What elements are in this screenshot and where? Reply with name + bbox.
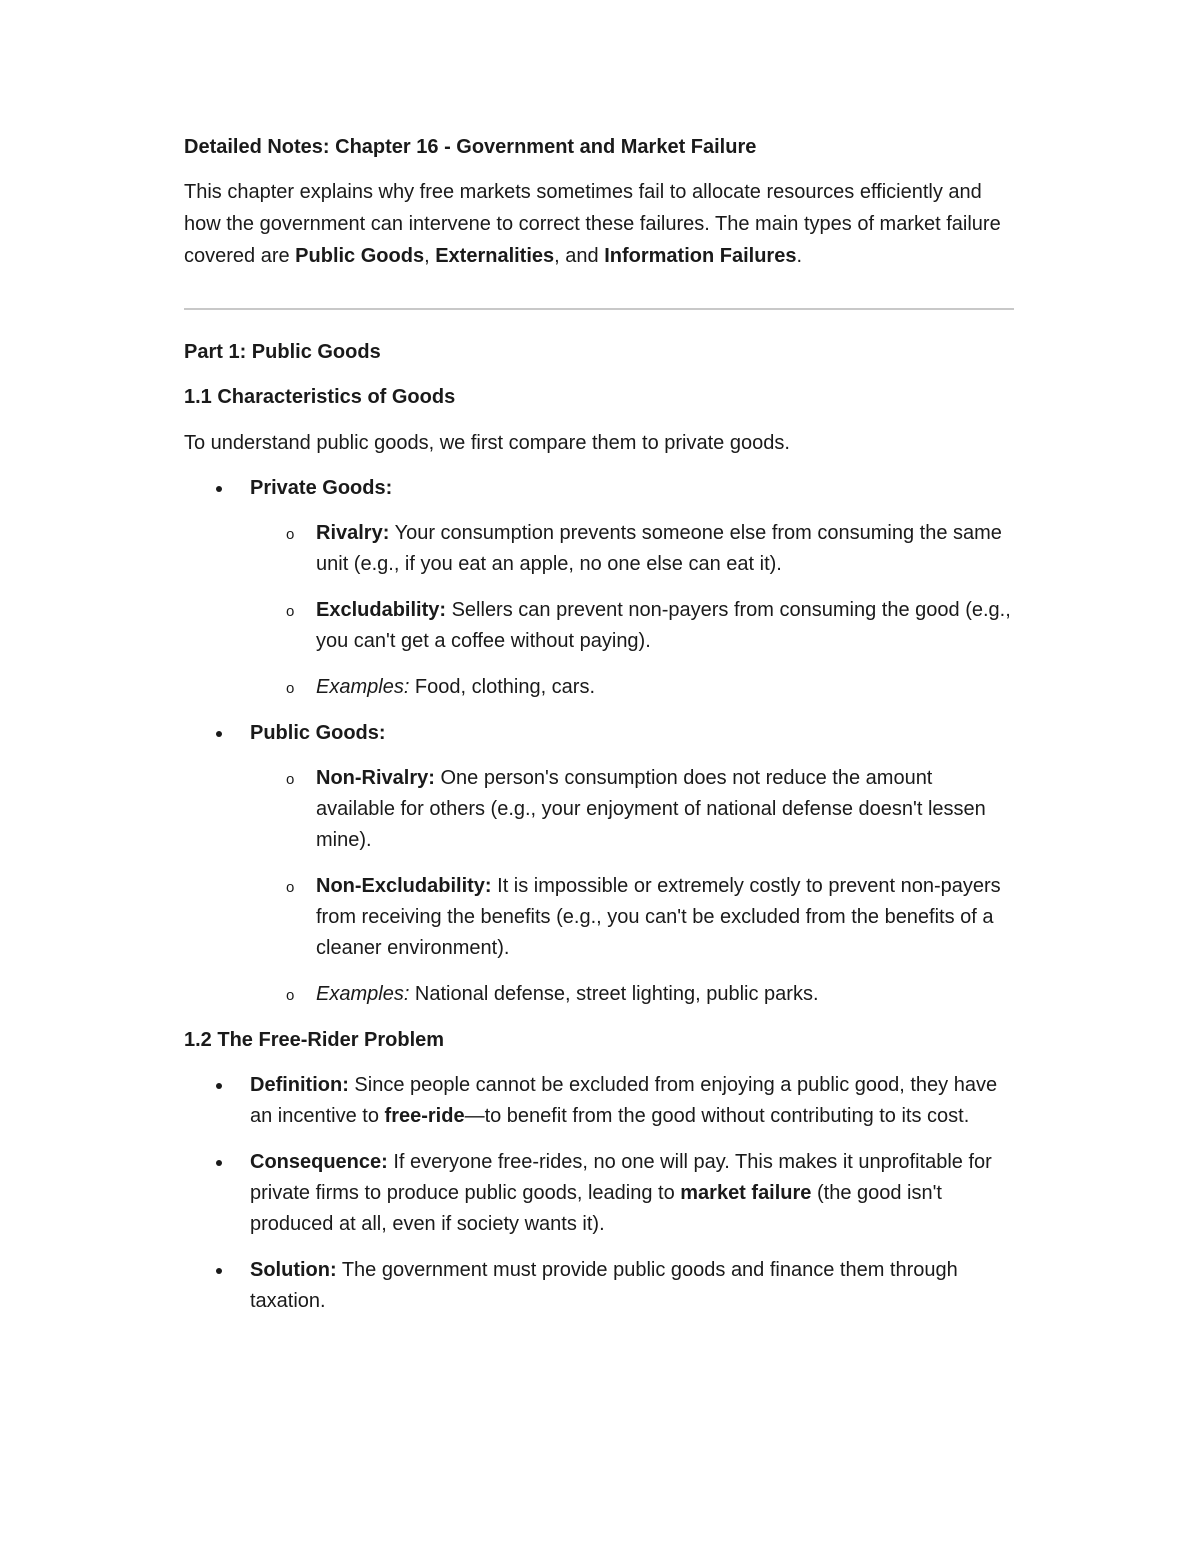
circle-bullet-icon: o	[286, 526, 295, 543]
list-item-private-goods	[184, 473, 1014, 703]
intro-paragraph	[184, 176, 1014, 272]
intro-information-failures: Information Failures	[604, 245, 797, 267]
list-item-excludability	[250, 595, 1014, 657]
list-item-non-rivalry	[250, 763, 1014, 856]
free-ride-term: free-ride	[384, 1105, 465, 1127]
consequence-text-end: (the good isn't produced at all, even if society wants it).	[250, 1182, 942, 1235]
document-page	[184, 132, 1014, 1332]
non-rivalry-label: Non-Rivalry:	[316, 767, 435, 789]
excludability-label: Excludability:	[316, 599, 447, 621]
circle-bullet-icon: o	[286, 879, 295, 896]
horizontal-divider	[184, 308, 1014, 310]
section-1-1-heading: 1.1 Characteristics of Goods	[184, 386, 456, 408]
part1-heading: Part 1: Public Goods	[184, 341, 381, 363]
definition-text-end: —to benefit from the good without contributing to its cost.	[464, 1105, 970, 1127]
intro-end: .	[796, 245, 803, 267]
definition-text: Since people cannot be excluded from enjoying a public good, they have an incentive to	[250, 1074, 998, 1127]
rivalry-text: Your consumption prevents someone else from consuming the same unit (e.g., if you eat an apple, no one else can eat it).	[316, 522, 1002, 575]
non-excludability-label: Non-Excludability:	[316, 875, 492, 897]
bullet-icon	[216, 1268, 222, 1274]
non-rivalry-text: One person's consumption does not reduce the amount available for others (e.g., your enjoyment of national defense doesn't lessen mine).	[316, 767, 986, 851]
public-goods-label: Public Goods:	[250, 722, 386, 744]
excludability-text: Sellers can prevent non-payers from consuming the good (e.g., you can't get a coffee without paying).	[316, 599, 1011, 652]
intro-public-goods: Public Goods	[295, 245, 425, 267]
consequence-label: Consequence:	[250, 1151, 388, 1173]
intro-text: This chapter explains why free markets sometimes fail to allocate resources efficiently and how the government can intervene to correct these failures. The main types of market failure covered are	[184, 181, 1001, 267]
consequence-text: If everyone free-rides, no one will pay. This makes it unprofitable for private firms to produce public goods, leading to	[250, 1151, 992, 1204]
list-item-definition	[184, 1070, 1014, 1132]
examples-label: Examples:	[316, 676, 410, 698]
circle-bullet-icon: o	[286, 987, 295, 1004]
examples-text: National defense, street lighting, public parks.	[409, 983, 819, 1005]
circle-bullet-icon: o	[286, 603, 295, 620]
public-goods-sublist	[250, 763, 1014, 1010]
circle-bullet-icon: o	[286, 680, 295, 697]
private-goods-sublist	[250, 518, 1014, 703]
bullet-icon	[216, 731, 222, 737]
document-title: Detailed Notes: Chapter 16 - Government and Market Failure	[184, 136, 757, 158]
bullet-icon	[216, 1083, 222, 1089]
solution-label: Solution:	[250, 1259, 337, 1281]
list-item-private-examples	[250, 672, 1014, 703]
list-item-non-excludability	[250, 871, 1014, 964]
intro-externalities: Externalities	[435, 245, 555, 267]
market-failure-term: market failure	[680, 1182, 812, 1204]
list-item-public-examples	[250, 979, 1014, 1010]
examples-label: Examples:	[316, 983, 410, 1005]
free-rider-list	[184, 1070, 1014, 1317]
bullet-icon	[216, 1160, 222, 1166]
intro-sep: ,	[424, 245, 436, 267]
definition-label: Definition:	[250, 1074, 349, 1096]
section-1-1-lead: To understand public goods, we first compare them to private goods.	[184, 432, 790, 454]
list-item-public-goods	[184, 718, 1014, 1010]
goods-list	[184, 473, 1014, 1010]
solution-text: The government must provide public goods and finance them through taxation.	[250, 1259, 958, 1312]
list-item-consequence	[184, 1147, 1014, 1240]
examples-text: Food, clothing, cars.	[409, 676, 596, 698]
list-item-solution	[184, 1255, 1014, 1317]
section-1-2-heading: 1.2 The Free-Rider Problem	[184, 1029, 445, 1051]
private-goods-label: Private Goods:	[250, 477, 393, 499]
list-item-rivalry	[250, 518, 1014, 580]
non-excludability-text: It is impossible or extremely costly to prevent non-payers from receiving the benefits (e.g., you can't be excluded from the benefits of a cleaner environment).	[316, 875, 1001, 959]
circle-bullet-icon: o	[286, 771, 295, 788]
intro-sep: , and	[554, 245, 605, 267]
bullet-icon	[216, 486, 222, 492]
rivalry-label: Rivalry:	[316, 522, 390, 544]
